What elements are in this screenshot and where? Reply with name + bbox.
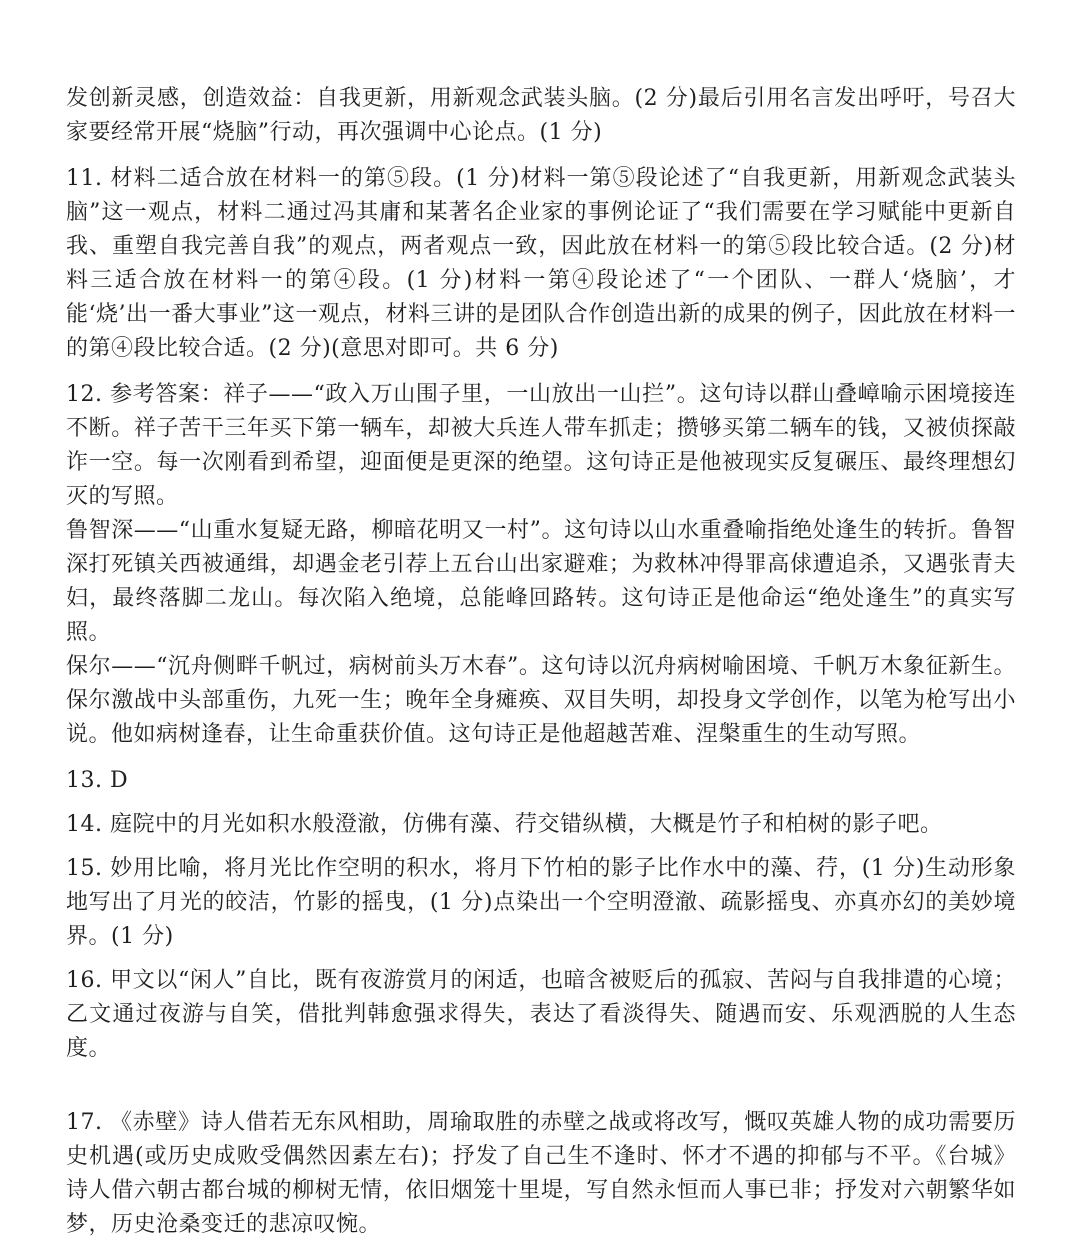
paragraph-q13: 13. D [66,768,129,793]
paragraph-spacer [66,366,1016,378]
paragraph-spacer [66,752,1016,764]
paragraph-q16: 16. 甲文以“闲人”自比，既有夜游赏月的闲适，也暗含被贬后的孤寂、苦闷与自我排遣的心境；乙文通过夜游与自笑，借批判韩愈强求得失，表达了看淡得失、随遇而安、乐观洒脱的人生态度。 [66,968,1016,1061]
paragraph-q12-xiangzi: 12. 参考答案：祥子——“政入万山围子里，一山放出一山拦”。这句诗以群山叠嶂喻示困境接连不断。祥子苦干三年买下第一辆车，却被大兵连人带车抓走；攒够买第二辆车的钱，又被侦探敲诈一空。每一次刚看到希望，迎面便是更深的绝望。这句诗正是他被现实反复碾压、最终理想幻灭的写照。 [66,382,1016,509]
answer-document [66,82,1016,1242]
paragraph-spacer [66,842,1016,852]
paragraph-spacer [66,150,1016,162]
paragraph-q14: 14. 庭院中的月光如积水般澄澈，仿佛有藻、荇交错纵横，大概是竹子和柏树的影子吧。 [66,812,943,837]
paragraph-q10-tail: 发创新灵感，创造效益：自我更新，用新观念武装头脑。(2 分)最后引用名言发出呼吁，号召大家要经常开展“烧脑”行动，再次强调中心论点。(1 分) [66,86,1016,145]
paragraph-q12-baoer: 保尔——“沉舟侧畔千帆过，病树前头万木春”。这句诗以沉舟病树喻困境、千帆万木象征新生。保尔激战中头部重伤，九死一生；晚年全身瘫痪、双目失明，却投身文学创作，以笔为枪写出小说。他如病树逢春，让生命重获价值。这句诗正是他超越苦难、涅槃重生的生动写照。 [66,654,1016,747]
paragraph-spacer [66,954,1016,964]
paragraph-q17: 17. 《赤壁》诗人借若无东风相助，周瑜取胜的赤壁之战或将改写，慨叹英雄人物的成功需要历史机遇(或历史成败受偶然因素左右)；抒发了自己生不逢时、怀才不遇的抑郁与不平。《台城》诗人借六朝古都台城的柳树无情，依旧烟笼十里堤，写自然永恒而人事已非；抒发对六朝繁华如梦，历史沧桑变迁的悲凉叹惋。 [66,1110,1016,1237]
paragraph-spacer [66,798,1016,808]
paragraph-spacer [66,1066,1016,1106]
paragraph-q15: 15. 妙用比喻，将月光比作空明的积水，将月下竹柏的影子比作水中的藻、荇，(1 分)生动形象地写出了月光的皎洁，竹影的摇曳，(1 分)点染出一个空明澄澈、疏影摇曳、亦真亦幻的美妙境界。(1 分) [66,856,1016,949]
paragraph-q12-luzhishen: 鲁智深——“山重水复疑无路，柳暗花明又一村”。这句诗以山水重叠喻指绝处逢生的转折。鲁智深打死镇关西被通缉，却遇金老引荐上五台山出家避难；为救林冲得罪高俅遭追杀，又遇张青夫妇，最终落脚二龙山。每次陷入绝境，总能峰回路转。这句诗正是他命运“绝处逢生”的真实写照。 [66,518,1016,645]
paragraph-q11: 11. 材料二适合放在材料一的第⑤段。(1 分)材料一第⑤段论述了“自我更新，用新观念武装头脑”这一观点，材料二通过冯其庸和某著名企业家的事例论证了“我们需要在学习赋能中更新自我、重塑自我完善自我”的观点，两者观点一致，因此放在材料一的第⑤段比较合适。(2 分)材料三适合放在材料一的第④段。(1 分)材料一第④段论述了“一个团队、一群人‘烧脑’，才能‘烧’出一番大事业”这一观点，材料三讲的是团队合作创造出新的成果的例子，因此放在材料一的第④段比较合适。(2 分)(意思对即可。共 6 分) [66,166,1017,361]
